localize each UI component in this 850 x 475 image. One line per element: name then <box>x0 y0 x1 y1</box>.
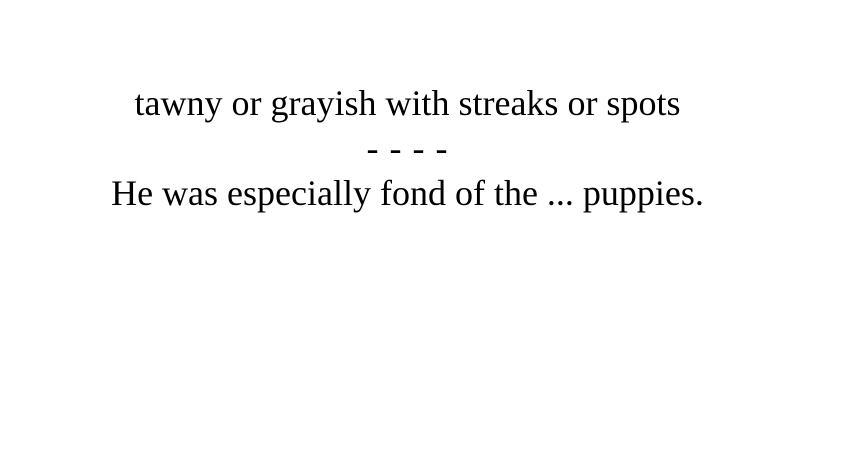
definition-text: tawny or grayish with streaks or spots <box>134 83 681 123</box>
separator-line: - - - - <box>366 128 449 168</box>
example-sentence: He was especially fond of the ... puppies. <box>111 173 704 213</box>
